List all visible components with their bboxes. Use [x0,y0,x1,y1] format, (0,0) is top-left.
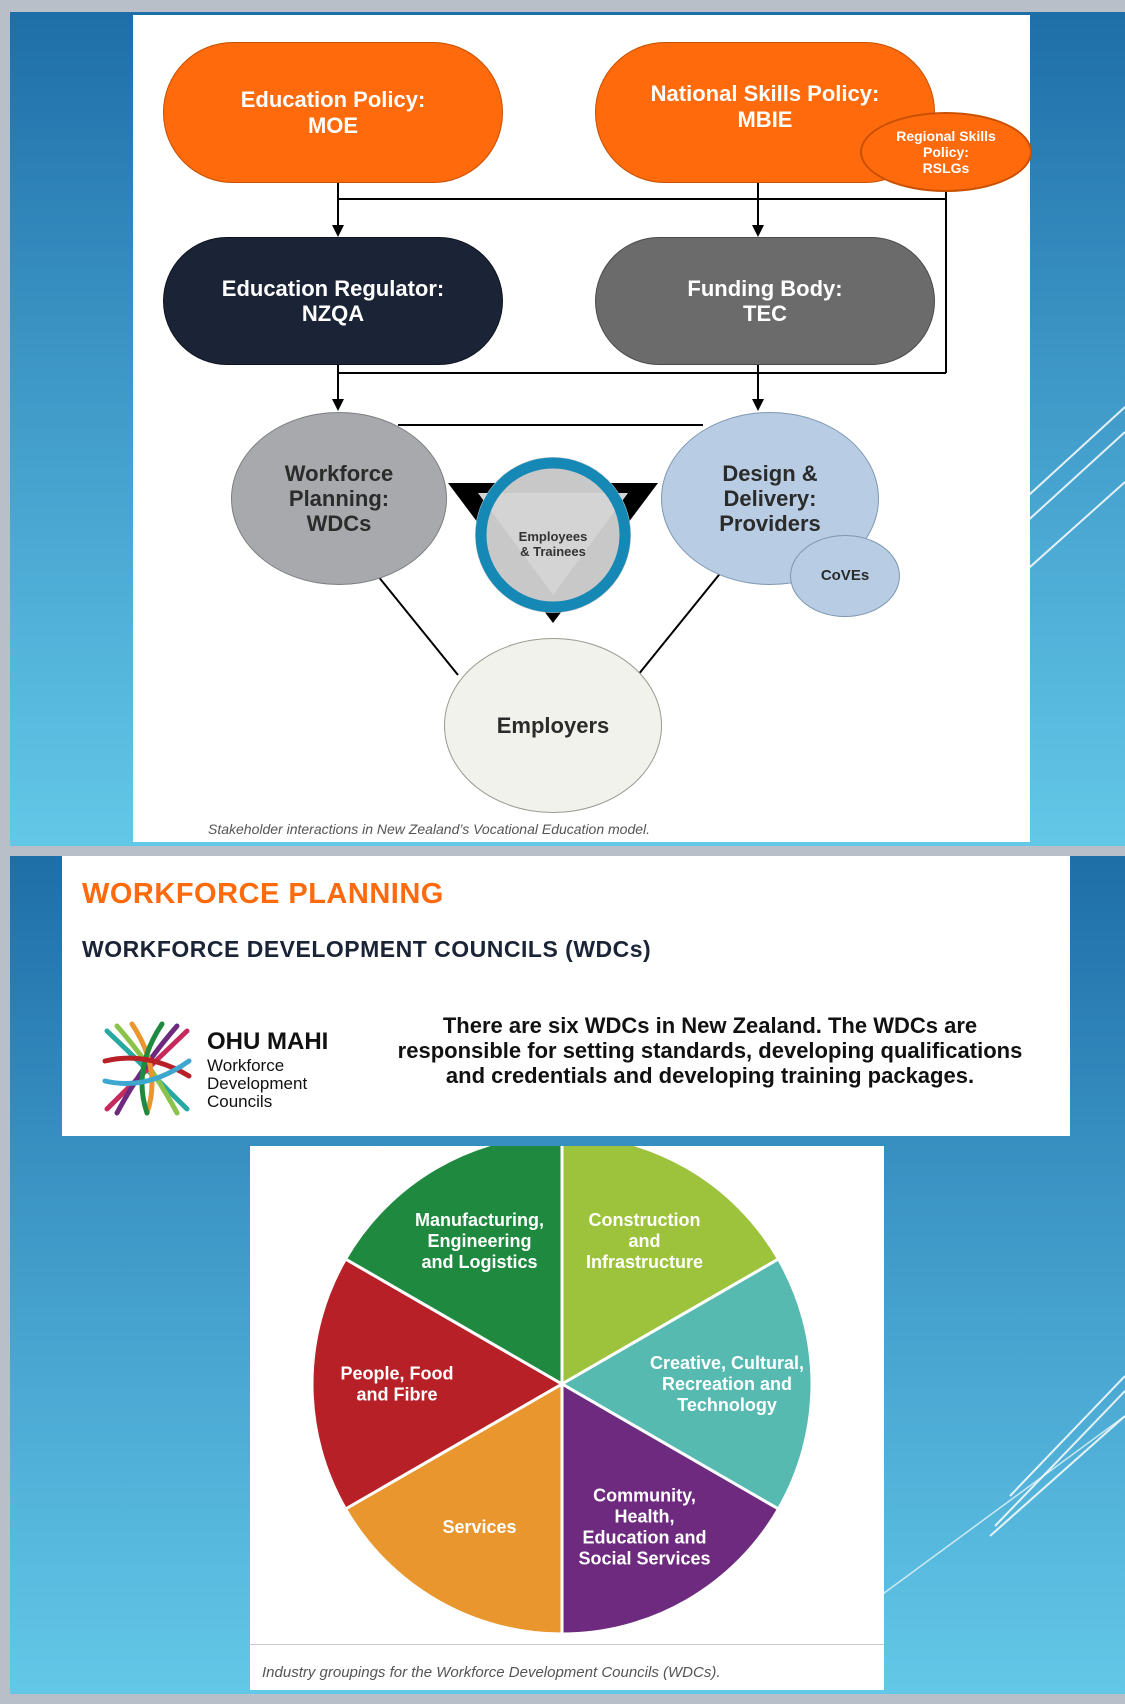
regional-skills-policy-node: Regional Skills Policy: RSLGs [860,112,1032,192]
employees-trainees-label: Employees & Trainees [518,529,588,559]
coves-node: CoVEs [790,535,900,617]
caption-divider [250,1644,884,1645]
ohu-mahi-logo-icon [102,1021,192,1116]
slide-workforce-planning [10,856,1125,1694]
pie-label-1: Construction and Infrastructure [585,1210,704,1273]
slide-subtitle: WORKFORCE DEVELOPMENT COUNCILS (WDCs) [82,936,652,962]
education-regulator-node: Education Regulator: NZQA [163,237,503,365]
slide-title: WORKFORCE PLANNING [82,878,444,910]
workforce-planning-node: Workforce Planning: WDCs [231,412,447,585]
pie-label-5: People, Food and Fibre [340,1363,454,1405]
pie-label-6: Manufacturing, Engineering and Logistics [415,1210,544,1273]
diagram-panel [133,15,1030,842]
education-policy-node: Education Policy: MOE [163,42,503,183]
logo-name: OHU MAHI [207,1028,329,1055]
header-panel [62,856,1070,1136]
national-skills-policy-node: National Skills Policy: MBIE [595,42,935,183]
slide-stakeholder-model [10,12,1125,846]
pie-label-4: Services [442,1516,517,1537]
employers-node: Employers [444,638,662,813]
logo-tagline-line2: Development [207,1074,308,1093]
wdc-description: There are six WDCs in New Zealand. The WDCs are responsible for setting standards, developing qualifications and credentials and developing training packages. [397,1013,1023,1088]
funding-body-node: Funding Body: TEC [595,237,935,365]
wdc-industry-pie-chart [250,1146,884,1690]
pie-chart-panel [250,1146,884,1690]
pie-label-2: Creative, Cultural, Recreation and Technology [649,1353,805,1415]
figure-caption: Stakeholder interactions in New Zealand’s Vocational Education model. [208,821,651,837]
logo-tagline [207,1057,307,1111]
logo-tagline-line3: Councils [207,1092,273,1111]
design-delivery-node: Design & Delivery: Providers [661,412,879,585]
logo-tagline-line1: Workforce [207,1056,285,1075]
chart-caption: Industry groupings for the Workforce Development Councils (WDCs). [262,1664,721,1681]
pie-label-3: Community, Health, Education and Social Services [578,1485,711,1569]
